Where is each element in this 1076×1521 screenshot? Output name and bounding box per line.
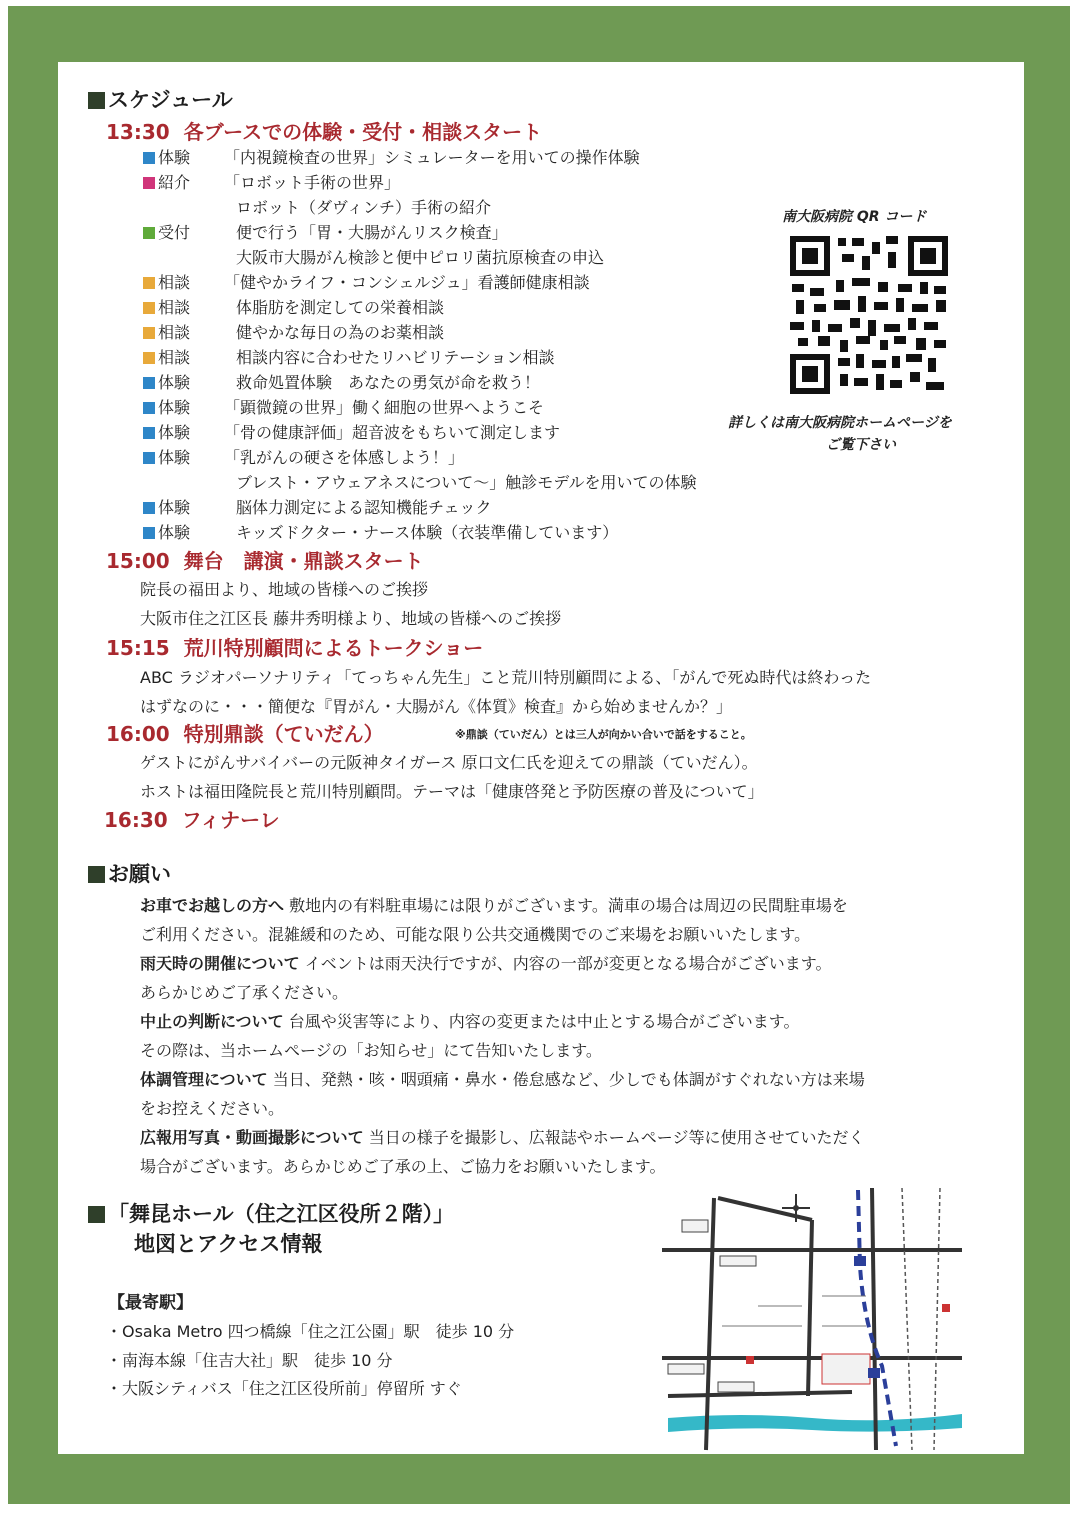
talkshow-line: ABC ラジオパーソナリティ「てっちゃん先生」こと荒川特別顧問による、「がんで死ぬ時代は終わった <box>140 668 872 687</box>
booth-description: 救命処置体験 あなたの勇気が命を救う！ <box>236 373 541 392</box>
section-square-icon <box>88 866 105 883</box>
booth-item <box>143 320 190 343</box>
schedule-heading: スケジュール <box>88 84 233 114</box>
request-label: 広報用写真・動画撮影について <box>140 1128 364 1147</box>
request-label: 雨天時の開催について <box>140 954 300 973</box>
category-square-icon <box>143 527 155 539</box>
category-square-icon <box>143 152 155 164</box>
request-paragraph <box>140 893 848 916</box>
qr-caption: ご覧下さい <box>826 437 896 453</box>
time-1600: 16:00 特別鼎談（ていだん） <box>106 722 384 746</box>
booth-description: 「顕微鏡の世界」働く細胞の世界へようこそ <box>224 398 545 417</box>
booth-category: 相談 <box>158 323 191 342</box>
booth-item <box>143 495 190 518</box>
station-line: ・大阪シティバス「住之江区役所前」停留所 すぐ <box>106 1379 462 1398</box>
qr-caption: 詳しくは南大阪病院ホームページを <box>728 415 952 431</box>
request-text: をお控えください。 <box>140 1099 285 1118</box>
request-text: イベントは雨天決行ですが、内容の一部が変更となる場合がございます。 <box>299 954 832 973</box>
category-square-icon <box>143 277 155 289</box>
category-square-icon <box>143 402 155 414</box>
time-1630: 16:30 フィナーレ <box>104 808 280 832</box>
time-1515: 15:15 荒川特別顧問によるトークショー <box>106 636 484 660</box>
booth-category: 体験 <box>158 523 191 542</box>
booth-category: 相談 <box>158 348 191 367</box>
booth-item <box>143 170 190 193</box>
booth-item <box>143 520 190 543</box>
booth-description: キッズドクター・ナース体験（衣装準備しています） <box>236 523 619 542</box>
teidan-line: ゲストにがんサバイバーの元阪神タイガース 原口文仁氏を迎えての鼎談（ていだん）。 <box>140 753 758 772</box>
request-text: ご利用ください。混雑緩和のため、可能な限り公共交通機関でのご来場をお願いいたします。 <box>140 925 811 944</box>
booth-description-detail: ロボット（ダヴィンチ）手術の紹介 <box>236 198 492 217</box>
section-square-icon <box>88 92 105 109</box>
request-text: 場合がございます。あらかじめご了承の上、ご協力をお願いいたします。 <box>140 1157 666 1176</box>
booth-item <box>143 445 190 468</box>
request-paragraph <box>140 1067 865 1090</box>
greeting-line: 院長の福田より、地域の皆様へのご挨拶 <box>140 580 429 599</box>
teidan-note: ※鼎談（ていだん）とは三人が向かい合いで話をすること。 <box>455 728 752 741</box>
category-square-icon <box>143 352 155 364</box>
qr-code-image[interactable] <box>788 234 950 396</box>
booth-description: 「ロボット手術の世界」 <box>224 173 401 192</box>
booth-category: 体験 <box>158 148 191 167</box>
request-paragraph <box>140 1009 800 1032</box>
booth-category: 体験 <box>158 373 191 392</box>
booth-description: 「骨の健康評価」超音波をもちいて測定します <box>224 423 561 442</box>
request-label: 体調管理について <box>140 1070 268 1089</box>
request-label: 中止の判断について <box>140 1012 284 1031</box>
booth-item <box>143 145 190 168</box>
booth-category: 紹介 <box>158 173 191 192</box>
booth-description-detail: ブレスト・アウェアネスについて～」触診モデルを用いての体験 <box>236 473 697 492</box>
time-1330: 13:30 各ブースでの体験・受付・相談スタート <box>106 120 543 144</box>
access-heading: 「舞昆ホール（住之江区役所２階）」 <box>88 1198 454 1228</box>
booth-description: 便で行う「胃・大腸がんリスク検査」 <box>236 223 508 242</box>
request-text: 当日、発熱・咳・咽頭痛・鼻水・倦怠感など、少しでも体調がすぐれない方は来場 <box>267 1070 865 1089</box>
talkshow-line: はずなのに・・・簡便な『胃がん・大腸がん《体質》検査』から始めませんか？」 <box>140 697 733 716</box>
category-square-icon <box>143 177 155 189</box>
booth-category: 受付 <box>158 223 191 242</box>
request-text: あらかじめご了承ください。 <box>140 983 349 1002</box>
category-square-icon <box>143 327 155 339</box>
teidan-line: ホストは福田隆院長と荒川特別顧問。テーマは「健康啓発と予防医療の普及について」 <box>140 782 764 801</box>
booth-category: 体験 <box>158 398 191 417</box>
request-label: お車でお越しの方へ <box>140 896 285 915</box>
time-1500: 15:00 舞台 講演・鼎談スタート <box>106 549 424 573</box>
booth-category: 体験 <box>158 448 191 467</box>
request-text: その際は、当ホームページの「お知らせ」にて告知いたします。 <box>140 1041 602 1060</box>
access-subheading: 地図とアクセス情報 <box>134 1232 323 1256</box>
booth-description: 「乳がんの硬さを体感しよう！」 <box>224 448 465 467</box>
booth-category: 相談 <box>158 298 191 317</box>
booth-description: 「健やかライフ・コンシェルジュ」看護師健康相談 <box>224 273 590 292</box>
access-map[interactable] <box>662 1186 966 1452</box>
request-paragraph <box>140 1125 864 1148</box>
category-square-icon <box>143 502 155 514</box>
booth-description: 「内視鏡検査の世界」シミュレーターを用いての操作体験 <box>224 148 640 167</box>
greeting-line: 大阪市住之江区長 藤井秀明様より、地域の皆様へのご挨拶 <box>140 609 562 628</box>
booth-category: 体験 <box>158 423 191 442</box>
request-text: 敷地内の有料駐車場には限りがございます。満車の場合は周辺の民間駐車場を <box>284 896 848 915</box>
booth-description-detail: 大阪市大腸がん検診と便中ピロリ菌抗原検査の申込 <box>236 248 605 267</box>
booth-item <box>143 270 190 293</box>
category-square-icon <box>143 377 155 389</box>
request-paragraph <box>140 951 832 974</box>
category-square-icon <box>143 427 155 439</box>
section-square-icon <box>88 1206 105 1223</box>
category-square-icon <box>143 227 155 239</box>
booth-description: 相談内容に合わせたリハビリテーション相談 <box>236 348 555 367</box>
booth-category: 相談 <box>158 273 191 292</box>
requests-heading: お願い <box>88 858 171 888</box>
booth-description: 体脂肪を測定しての栄養相談 <box>236 298 445 317</box>
booth-item <box>143 420 190 443</box>
booth-description: 脳体力測定による認知機能チェック <box>236 498 492 517</box>
booth-item <box>143 220 190 243</box>
booth-item <box>143 370 190 393</box>
booth-description: 健やかな毎日の為のお薬相談 <box>236 323 445 342</box>
booth-item <box>143 395 190 418</box>
request-text: 台風や災害等により、内容の変更または中止とする場合がございます。 <box>283 1012 800 1031</box>
category-square-icon <box>143 302 155 314</box>
category-square-icon <box>143 452 155 464</box>
request-text: 当日の様子を撮影し、広報誌やホームページ等に使用させていただく <box>363 1128 865 1147</box>
station-line: ・Osaka Metro 四つ橋線「住之江公園」駅 徒歩 10 分 <box>106 1322 515 1341</box>
booth-item <box>143 295 190 318</box>
qr-title: 南大阪病院 QR コード <box>782 209 927 225</box>
station-line: ・南海本線「住吉大社」駅 徒歩 10 分 <box>106 1351 393 1370</box>
booth-category: 体験 <box>158 498 191 517</box>
booth-item <box>143 345 190 368</box>
nearest-station-label: 【最寄駅】 <box>108 1293 193 1313</box>
